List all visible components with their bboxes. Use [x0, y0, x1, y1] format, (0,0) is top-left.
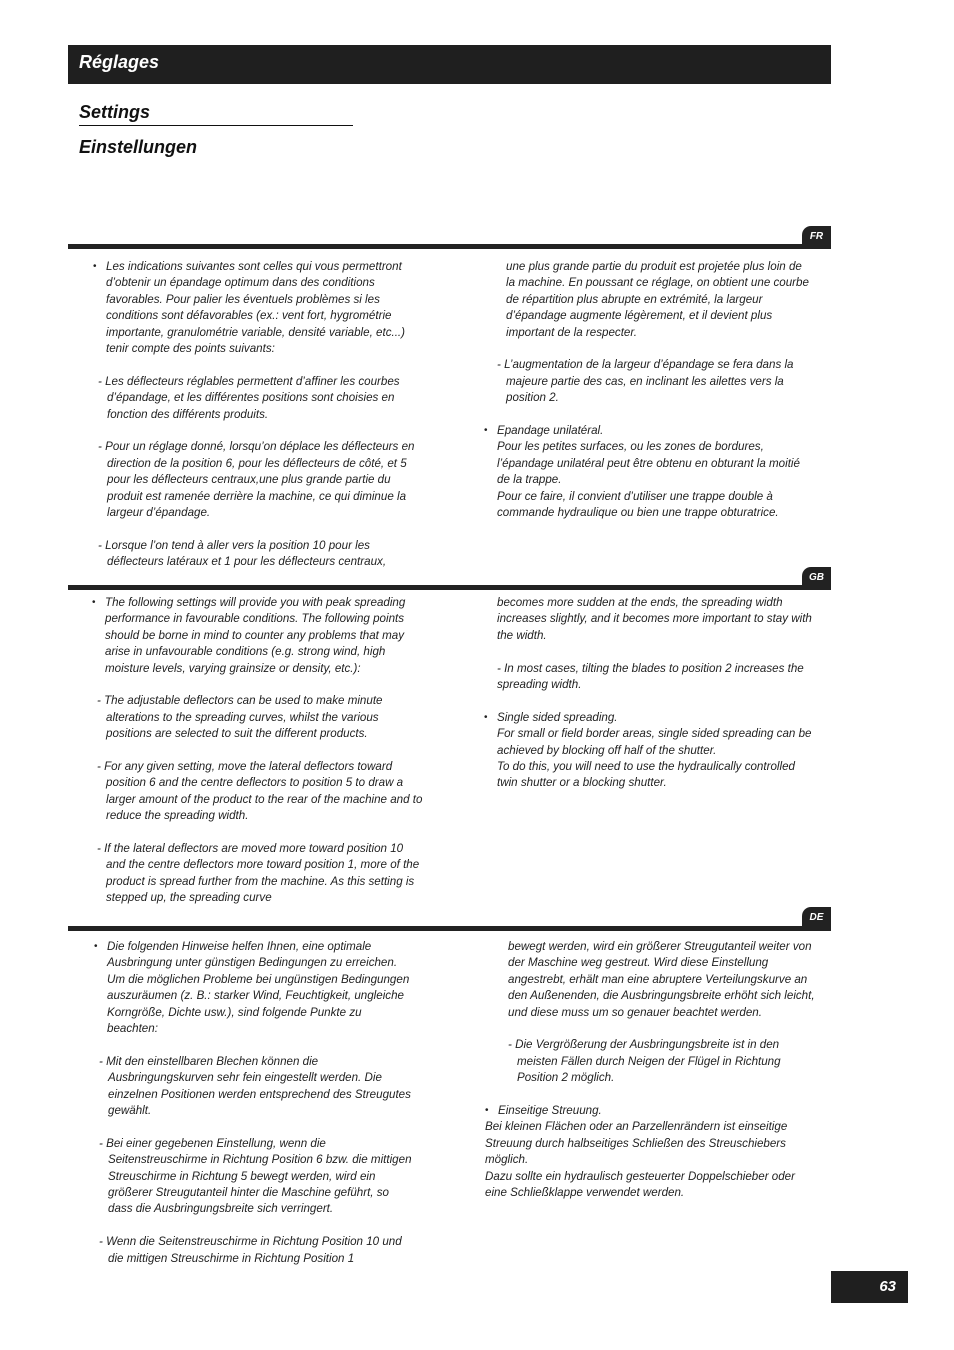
section-divider-gb — [68, 585, 831, 590]
page-number: 63 — [879, 1278, 896, 1295]
gb-right-column — [484, 595, 814, 792]
fr-single-sided-block — [484, 423, 814, 521]
gb-intro-paragraph: • The following settings will provide you with peak spreading performance in favourable conditions. The following points should be borne in mind to counter any problems that may arise in unfavourable conditions (e.g. strong wind, high moisture levels, varying grainsize or density, etc.): — [92, 595, 424, 677]
gb-deflector-note-3: - If the lateral deflectors are moved more toward position 10 and the centre deflectors more toward position 1, more of the product is spread further from the machine. As this setting is stepped up, the spreading curve — [97, 842, 420, 905]
gb-single-sided-heading: • Single sided spreading. — [484, 710, 814, 726]
fr-width-note: - L’augmentation de la largeur d’épandage se fera dans la majeure partie des cas, en inclinant les ailettes vers la position 2. — [497, 358, 794, 405]
fr-single-sided-text-1: Pour les petites surfaces, ou les zones de bordures, l’épandage unilatéral peut être obtenu en obturant la moitié de la trappe. — [497, 440, 800, 487]
language-tab-fr: FR — [802, 226, 831, 248]
de-width-note: - Die Vergrößerung der Ausbringungsbreite ist in den meisten Fällen durch Neigen der Flügel in Richtung Position 2 möglich. — [508, 1038, 781, 1085]
gb-left-column — [92, 595, 424, 907]
gb-single-sided-text-1: For small or field border areas, single sided spreading can be achieved by blocking off half of the shutter. — [497, 727, 812, 757]
gb-single-sided-text-2: To do this, you will need to use the hydraulically controlled twin shutter or a blocking shutter. — [497, 760, 795, 790]
fr-right-column — [484, 259, 814, 521]
fr-left-column — [93, 259, 423, 571]
section-divider-de — [68, 926, 831, 931]
de-single-sided-text-2: Dazu sollte ein hydraulisch gesteuerter Doppelschieber oder eine Schließklappe verwendet werden. — [485, 1169, 795, 1200]
page-title-de: Einstellungen — [79, 137, 198, 157]
de-single-sided-text-1: Bei kleinen Flächen oder an Parzellenrändern ist einseitige Streuung durch halbseitiges Schließen des Streuschiebers möglich. — [485, 1120, 788, 1167]
section-divider-fr — [68, 244, 831, 249]
gb-single-sided-block — [484, 710, 814, 792]
language-tab-de: DE — [802, 907, 831, 929]
language-tab-gb: GB — [802, 567, 831, 589]
gb-continuation-paragraph: becomes more sudden at the ends, the spreading width increases slightly, and it becomes more important to stay with the width. — [497, 596, 812, 642]
de-left-column — [94, 939, 414, 1267]
fr-deflector-note-1: - Les déflecteurs réglables permettent d’affiner les courbes d’épandage, et les différentes positions sont choisies en fonction des différents produits. — [98, 374, 400, 421]
de-deflector-note-3: - Wenn die Seitenstreuschirme in Richtung Position 10 und die mittigen Streuschirme in Richtung Position 1 — [99, 1235, 402, 1265]
page-title-gb: Settings — [79, 102, 151, 122]
fr-deflector-note-2: - Pour un réglage donné, lorsqu’on déplace les déflecteurs en direction de la position 6, pour les déflecteurs de côté, et 5 pour les déflecteurs centraux,une plus grande partie du produit est ramenée derrière la machine, ce qui diminue la largeur d’épandage. — [98, 440, 415, 520]
title-underline — [79, 125, 353, 126]
page-title-fr: Réglages — [79, 52, 160, 72]
gb-deflector-note-2: - For any given setting, move the lateral deflectors toward position 6 and the centre deflectors to position 5 to draw a larger amount of the product to the rear of the machine and to reduce the spreading width. — [97, 760, 423, 823]
fr-single-sided-heading: • Epandage unilatéral. — [484, 423, 814, 439]
page-number-box — [831, 1271, 908, 1303]
gb-width-note: - In most cases, tilting the blades to position 2 increases the spreading width. — [497, 661, 804, 692]
fr-intro-paragraph: • Les indications suivantes sont celles qui vous permettront d’obtenir un épandage optimum dans des conditions favorables. Pour palier les éventuels problèmes si les conditions sont défavorables (ex.: vent fort, hygrométrie importante, granulométrie variable, densité variable, etc...) tenir compte des points suivants: — [93, 259, 423, 357]
fr-single-sided-text-2: Pour ce faire, il convient d’utiliser une trappe double à commande hydraulique ou bien une trappe obturatrice. — [497, 489, 779, 520]
de-continuation-paragraph: bewegt werden, wird ein größerer Streugutanteil weiter von der Maschine weg gestreut. Wird diese Einstellung angestrebt, erhält man eine abruptere Verteilungskurve an den Außenenden, die Ausbringungsbreite erhöht sich leicht, und diese muss um so genauer beachtet werden. — [508, 940, 815, 1019]
de-deflector-note-1: - Mit den einstellbaren Blechen können die Ausbringungskurven sehr fein eingestellt werden. Die einzelnen Positionen werden entsprechend des Streugutes gewählt. — [99, 1054, 411, 1118]
de-right-column — [485, 939, 815, 1201]
fr-deflector-note-3: - Lorsque l’on tend à aller vers la position 10 pour les déflecteurs latéraux et 1 pour les déflecteurs centraux, — [98, 538, 387, 569]
de-intro-paragraph: • Die folgenden Hinweise helfen Ihnen, eine optimale Ausbringung unter günstigen Bedingungen zu erreichen. Um die möglichen Probleme bei ungünstigen Bedingungen auszuräumen (z. B.: starker Wind, Feuchtigkeit, ungleiche Korngröße, Dichte usw.), sind folgende Punkte zu beachten: — [94, 939, 414, 1037]
fr-continuation-paragraph: une plus grande partie du produit est projetée plus loin de la machine. En poussant ce réglage, on obtient une courbe de répartition plus abrupte en extrémité, la largeur d’épandage augmente légèrement, et il devient plus important de la respecter. — [506, 260, 809, 339]
de-single-sided-heading: • Einseitige Streuung. — [485, 1103, 815, 1119]
de-deflector-note-2: - Bei einer gegebenen Einstellung, wenn die Seitenstreuschirme in Richtung Position 6 bzw. die mittigen Streuschirme in Richtung 5 bewegt werden, wird ein größerer Streugutanteil hinter die Maschine geführt, so dass die Ausbringungsbreite sich verringert. — [99, 1136, 412, 1216]
de-single-sided-block — [485, 1103, 815, 1201]
header-bar — [68, 45, 831, 84]
gb-deflector-note-1: - The adjustable deflectors can be used to make minute alterations to the spreading curves, whilst the various positions are selected to suit the different products. — [97, 694, 383, 741]
